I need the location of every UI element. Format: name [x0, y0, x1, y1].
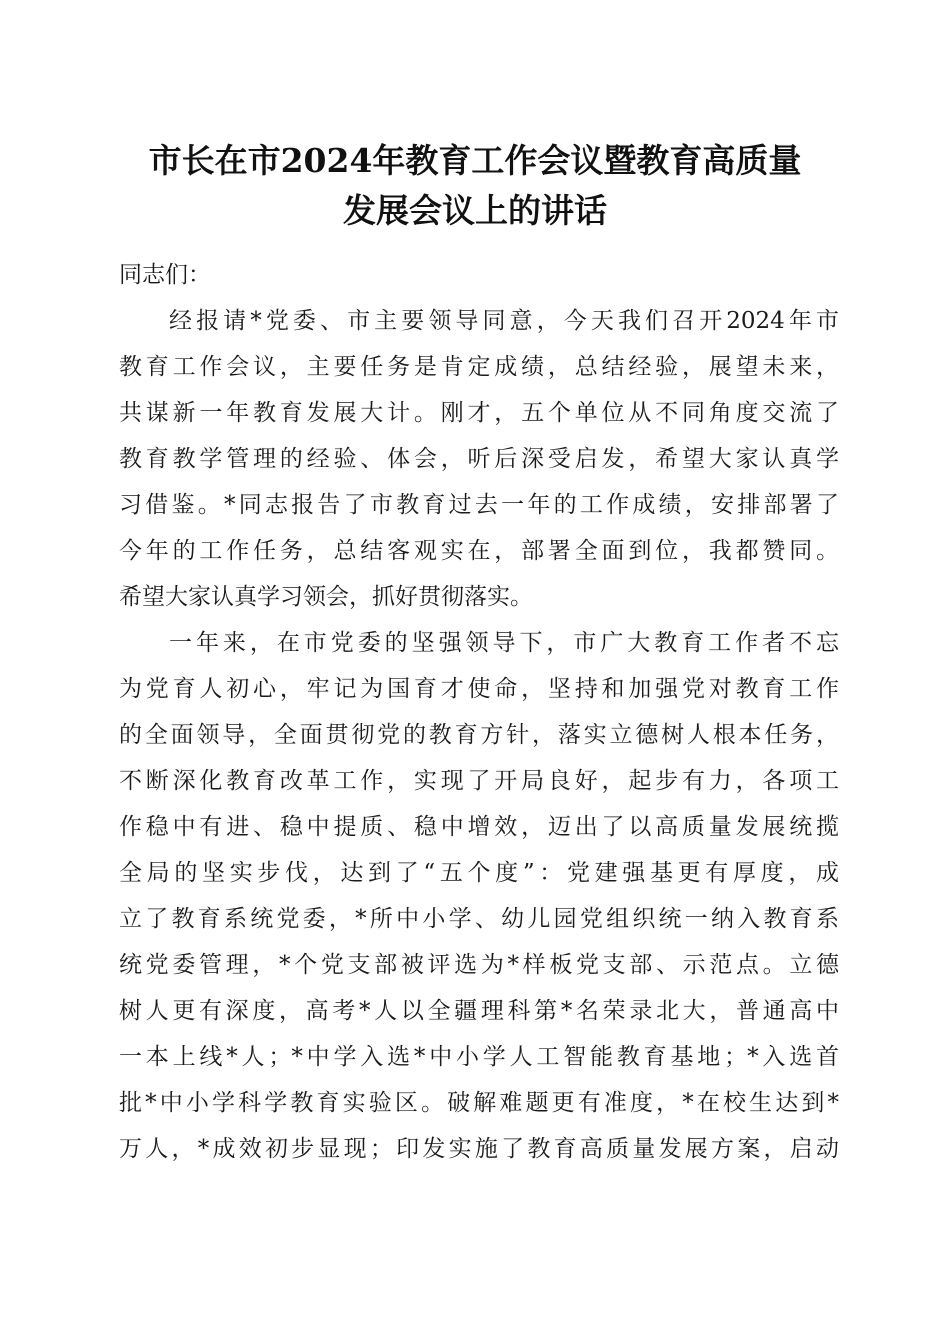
title-line-2: 发展会议上的讲话 [343, 191, 607, 230]
title-line-1: 市长在市2024年教育工作会议暨教育高质量 [148, 141, 802, 180]
text-line: 立了教育系统党委，*所中小学、幼儿园党组织统一纳入教育系 [119, 906, 839, 932]
text-line: 统党委管理，*个党支部被评选为*样板党支部、示范点。立德 [119, 952, 839, 978]
text-line: 教育工作会议，主要任务是肯定成绩，总结经验，展望未来， [119, 354, 839, 380]
text-line: 树人更有深度，高考*人以全疆理科第*名荣录北大，普通高中 [119, 998, 839, 1024]
document-title [100, 136, 850, 236]
text-line: 希望大家认真学习领会，抓好贯彻落实。 [119, 584, 533, 610]
paragraph-1 [119, 298, 839, 620]
text-line: 今年的工作任务，总结客观实在，部署全面到位，我都赞同。 [119, 538, 839, 564]
salutation: 同志们： [119, 262, 211, 288]
text-line: 为党育人初心，牢记为国育才使命，坚持和加强党对教育工作 [119, 676, 839, 702]
text-line: 习借鉴。*同志报告了市教育过去一年的工作成绩，安排部署了 [119, 492, 839, 518]
text-line: 不断深化教育改革工作，实现了开局良好，起步有力，各项工 [119, 768, 839, 794]
text-line: 教育教学管理的经验、体会，听后深受启发，希望大家认真学 [119, 446, 839, 472]
text-line: 作稳中有进、稳中提质、稳中增效，迈出了以高质量发展统揽 [119, 814, 839, 840]
text-line: 万人，*成效初步显现；印发实施了教育高质量发展方案，启动 [119, 1136, 839, 1162]
text-line: 一年来，在市党委的坚强领导下，市广大教育工作者不忘 [169, 630, 839, 656]
document-body [119, 252, 839, 1172]
text-line: 一本上线*人；*中学入选*中小学人工智能教育基地；*入选首 [119, 1044, 839, 1070]
text-line: 批*中小学科学教育实验区。破解难题更有准度，*在校生达到* [119, 1090, 839, 1116]
paragraph-2 [119, 620, 839, 1172]
text-line: 的全面领导，全面贯彻党的教育方针，落实立德树人根本任务， [119, 722, 839, 748]
text-line: 共谋新一年教育发展大计。刚才，五个单位从不同角度交流了 [119, 400, 839, 426]
text-line: 经报请*党委、市主要领导同意，今天我们召开2024年市 [169, 308, 839, 334]
text-line: 全局的坚实步伐，达到了“五个度”：党建强基更有厚度，成 [119, 860, 839, 886]
